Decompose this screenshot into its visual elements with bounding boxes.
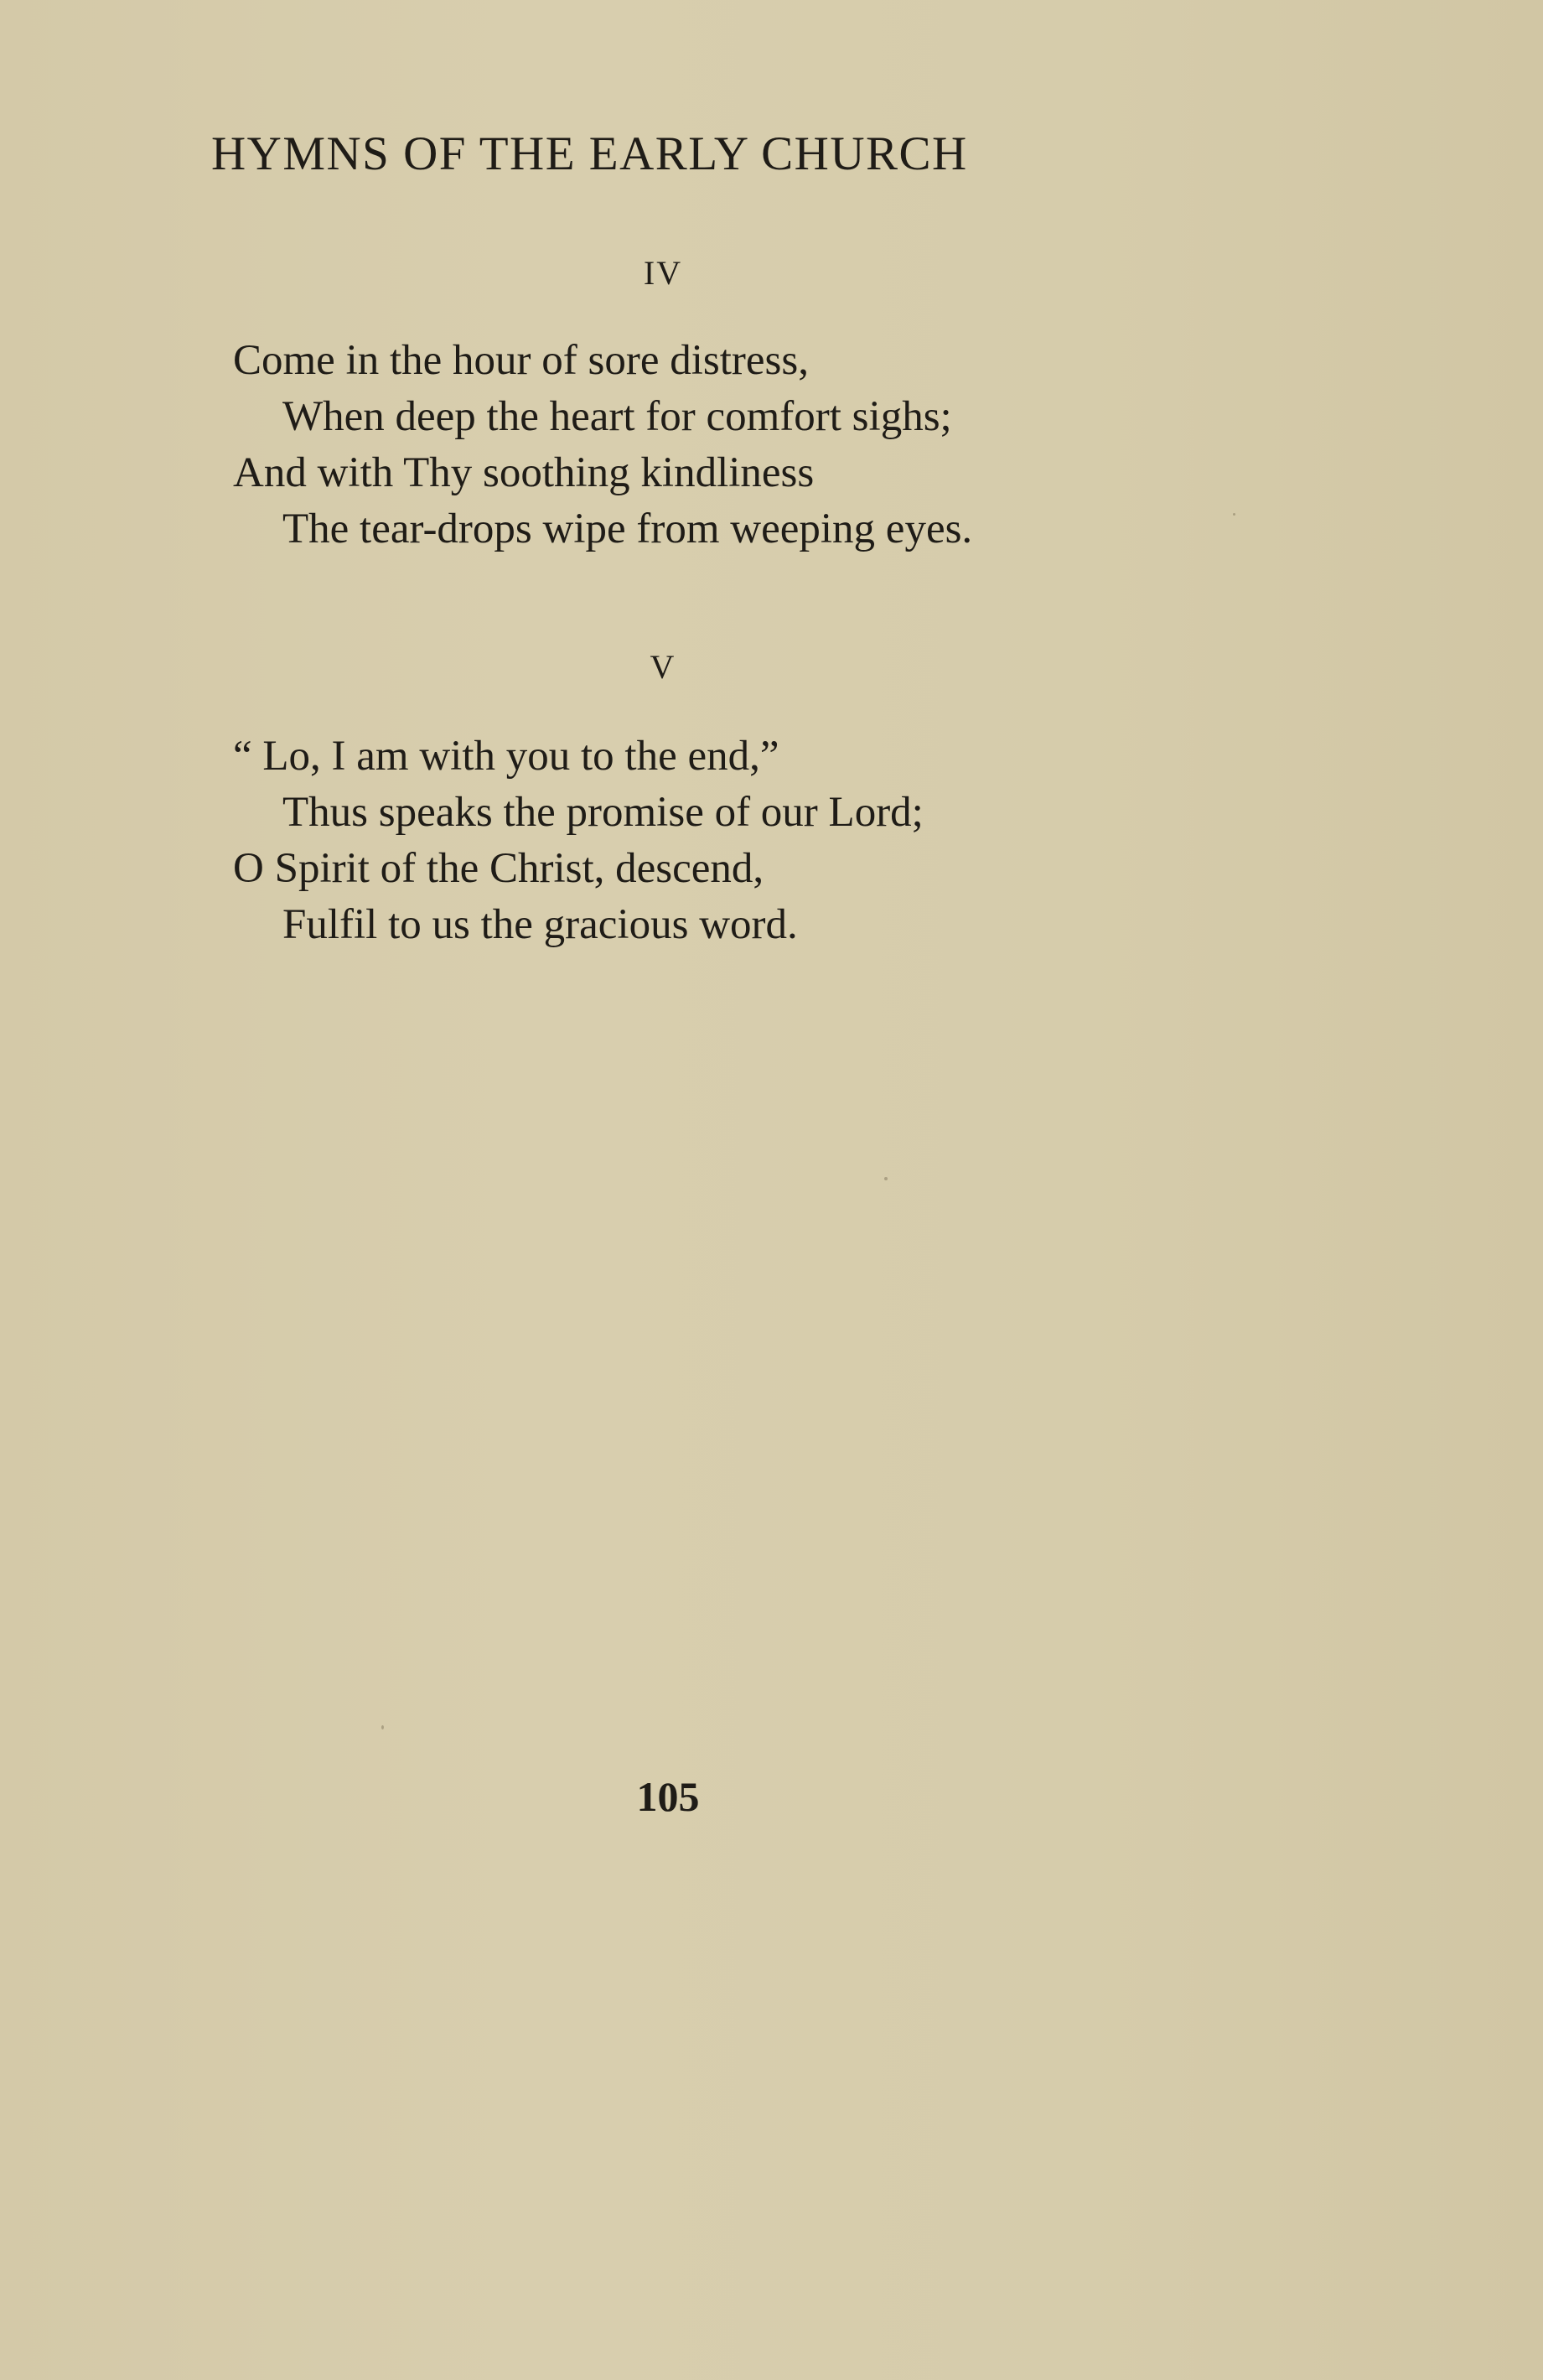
verse-line: “ Lo, I am with you to the end,” <box>233 733 779 780</box>
verse-line: And with Thy soothing kindliness <box>233 449 815 496</box>
paper-speck <box>381 1725 384 1729</box>
verse-line: The tear-drops wipe from weeping eyes. <box>282 506 973 552</box>
verse-line: When deep the heart for comfort sighs; <box>282 393 952 440</box>
verse-line: O Spirit of the Christ, descend, <box>233 845 764 892</box>
verse-line: Fulfil to us the gracious word. <box>282 901 798 948</box>
stanza-iv <box>233 333 1155 557</box>
page-number: 105 <box>636 1773 700 1820</box>
paper-speck <box>884 1177 888 1180</box>
stanza-number-v: V <box>650 648 676 686</box>
paper-speck <box>1233 513 1235 516</box>
running-head: HYMNS OF THE EARLY CHURCH <box>211 127 968 180</box>
stanza-v <box>233 729 1155 953</box>
verse-line: Come in the hour of sore distress, <box>233 337 809 384</box>
verse-line: Thus speaks the promise of our Lord; <box>282 789 924 836</box>
stanza-number-iv: IV <box>643 254 683 292</box>
